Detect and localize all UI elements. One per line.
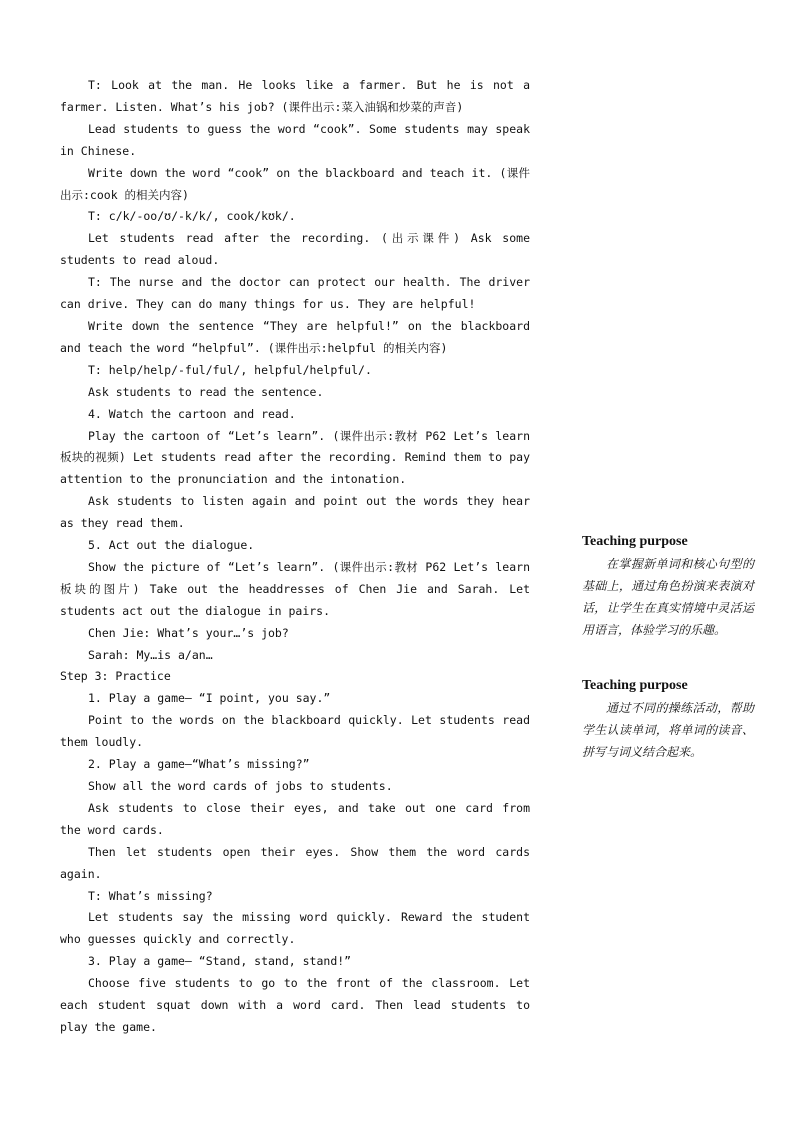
body-paragraph: T: Look at the man. He looks like a farmer. But he is not a farmer. Listen. What’s his job? (课件出示:菜入油锅和炒菜的声音) (60, 78, 530, 114)
teaching-purpose-text: 在掌握新单词和核心句型的基础上，通过角色扮演来表演对话，让学生在真实情境中灵活运用语言，体验学习的乐趣。 (582, 557, 754, 637)
body-paragraph: T: help/help/-ful/ful/, helpful/helpful/. (88, 362, 372, 377)
body-paragraph: T: The nurse and the doctor can protect our health. The driver can drive. They can do many things for us. They are helpful! (60, 275, 530, 312)
body-paragraph: Then let students open their eyes. Show them the word cards again. (60, 844, 530, 881)
body-paragraph: Chen Jie: What’s your…’s job? (88, 625, 289, 640)
body-paragraph: Sarah: My…is a/an… (88, 647, 213, 662)
body-paragraph: 4. Watch the cartoon and read. (88, 406, 296, 421)
teaching-purpose-heading: Teaching purpose (582, 678, 688, 693)
body-paragraph: Show all the word cards of jobs to students. (88, 779, 393, 793)
lesson-body (60, 75, 530, 1039)
body-paragraph: 2. Play a game—“What’s missing?” (88, 757, 310, 772)
body-paragraph: 1. Play a game— “I point, you say.” (88, 691, 331, 706)
body-paragraph: Play the cartoon of “Let’s learn”. (课件出示:教材 P62 Let’s learn 板块的视频) Let students read after the recording. Remind them to pay attention to the pronunciation and the intonation. (60, 428, 530, 487)
body-paragraph: T: What’s missing? (88, 888, 213, 903)
body-paragraph: Write down the word “cook” on the blackboard and teach it. (课件出示:cook 的相关内容) (60, 165, 530, 202)
body-paragraph: Choose five students to go to the front of the classroom. Let each student squat down with a word card. Then lead students to play the game. (60, 976, 530, 1034)
teaching-purpose-heading: Teaching purpose (582, 534, 688, 549)
body-paragraph: 3. Play a game— “Stand, stand, stand!” (88, 954, 352, 969)
body-paragraph: T: c/k/-oo/ʊ/-k/k/, cook/kʊk/. (88, 209, 296, 224)
teaching-purpose-note (582, 531, 754, 641)
body-paragraph: Let students read after the recording. (出示课件) Ask some students to read aloud. (60, 231, 530, 268)
body-paragraph: Let students say the missing word quickly. Reward the student who guesses quickly and correctly. (60, 910, 530, 947)
body-paragraph: Write down the sentence “They are helpful!” on the blackboard and teach the word “helpful”. (课件出示:helpful 的相关内容) (60, 318, 530, 355)
body-paragraph: Lead students to guess the word “cook”. Some students may speak in Chinese. (60, 121, 530, 158)
teaching-purpose-text: 通过不同的操练活动，帮助学生认读单词，将单词的读音、拼写与词义结合起来。 (582, 701, 754, 759)
body-paragraph: Ask students to listen again and point out the words they hear as they read them. (60, 494, 530, 531)
body-paragraph: Ask students to close their eyes, and take out one card from the word cards. (60, 800, 530, 837)
body-paragraph: Ask students to read the sentence. (88, 384, 324, 399)
body-paragraph: 5. Act out the dialogue. (88, 538, 255, 553)
teaching-purpose-note (582, 675, 754, 763)
step-heading: Step 3: Practice (60, 669, 171, 684)
body-paragraph: Point to the words on the blackboard quickly. Let students read them loudly. (60, 713, 530, 750)
body-paragraph: Show the picture of “Let’s learn”. (课件出示:教材 P62 Let’s learn 板块的图片) Take out the headdresses of Chen Jie and Sarah. Let students act out the dialogue in pairs. (60, 559, 530, 618)
